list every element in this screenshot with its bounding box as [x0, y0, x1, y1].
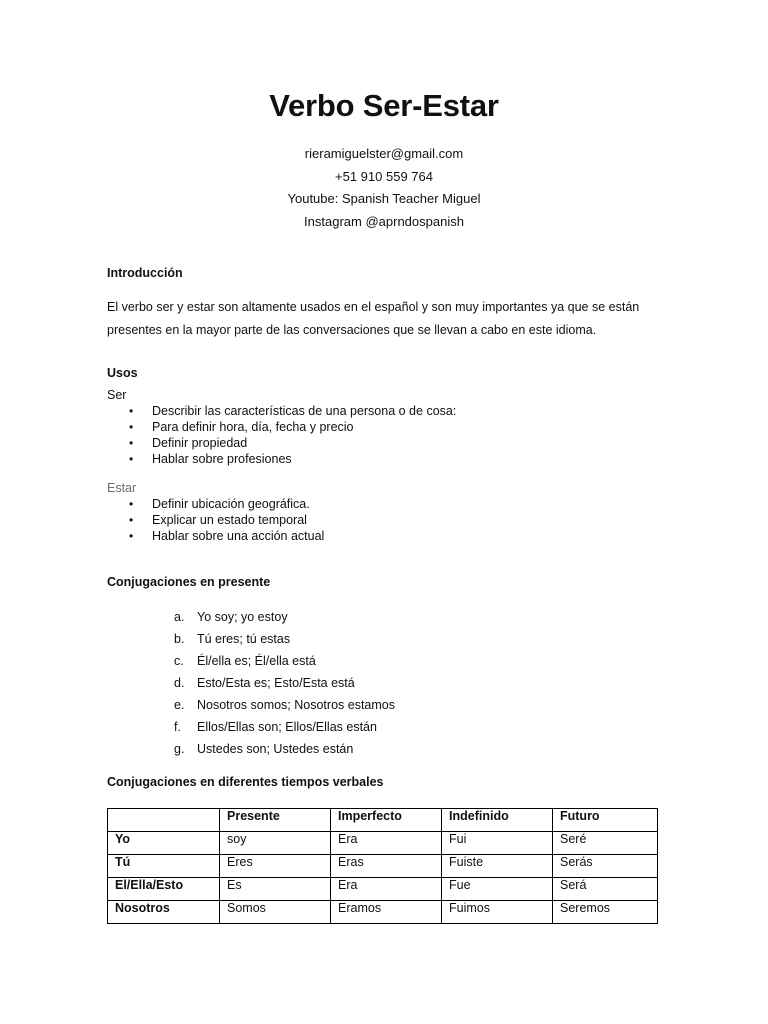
list-marker: a. [174, 610, 185, 624]
table-row-head: El/Ella/Esto [108, 878, 220, 901]
list-item: • Hablar sobre profesiones [0, 451, 456, 467]
list-item [0, 650, 395, 672]
table-cell: Era [331, 832, 442, 855]
list-item: • Definir propiedad [0, 435, 456, 451]
table-cell: Fuiste [442, 855, 553, 878]
list-item [0, 716, 395, 738]
table-cell: Eras [331, 855, 442, 878]
list-marker: f. [174, 720, 181, 734]
ser-label: Ser [107, 388, 127, 402]
table-cell: Es [220, 878, 331, 901]
estar-label: Estar [107, 481, 137, 495]
list-text: Esto/Esta es; Esto/Esta está [197, 676, 355, 690]
list-item: • Para definir hora, día, fecha y precio [0, 419, 456, 435]
list-item: • Definir ubicación geográfica. [0, 496, 324, 512]
presente-heading: Conjugaciones en presente [107, 575, 271, 589]
intro-line: presentes en la mayor parte de las conversaciones que se llevan a cabo en este idioma. [107, 323, 597, 337]
usos-heading: Usos [107, 366, 138, 380]
table-row-head: Yo [108, 832, 220, 855]
contact-youtube: Youtube: Spanish Teacher Miguel [287, 191, 481, 206]
conjugation-table [107, 808, 658, 924]
contact-instagram: Instagram @aprndospanish [304, 213, 464, 229]
table-cell: soy [220, 832, 331, 855]
table-cell: Seremos [553, 901, 658, 924]
presente-list [0, 606, 395, 760]
table-cell: Fue [442, 878, 553, 901]
list-text: Él/ella es; Él/ella está [197, 654, 316, 668]
table-cell: Fui [442, 832, 553, 855]
table-header-cell [108, 809, 220, 832]
table-row-head: Tú [108, 855, 220, 878]
table-cell: Era [331, 878, 442, 901]
contact-phone: +51 910 559 764 [335, 168, 433, 184]
table-header-row [108, 809, 658, 832]
list-marker: g. [174, 742, 185, 756]
list-text: Yo soy; yo estoy [197, 610, 288, 624]
tiempos-heading: Conjugaciones en diferentes tiempos verbales [107, 775, 384, 789]
list-item: • Describir las características de una persona o de cosa: [0, 403, 456, 419]
list-text: Ellos/Ellas son; Ellos/Ellas están [197, 720, 377, 734]
table-cell: Seré [553, 832, 658, 855]
contact-email: rieramiguelster@gmail.com [304, 146, 464, 161]
list-marker: c. [174, 654, 184, 668]
table-row-head: Nosotros [108, 901, 220, 924]
list-marker: e. [174, 698, 185, 712]
table-row [108, 878, 658, 901]
list-item: • Explicar un estado temporal [0, 512, 324, 528]
table-header-cell: Futuro [553, 809, 658, 832]
list-item [0, 628, 395, 650]
table-cell: Serás [553, 855, 658, 878]
table-row [108, 901, 658, 924]
list-item [0, 738, 395, 760]
list-item [0, 606, 395, 628]
table-cell: Somos [220, 901, 331, 924]
table-row [108, 832, 658, 855]
list-text: Tú eres; tú estas [197, 632, 291, 646]
intro-line: El verbo ser y estar son altamente usados en el español y son muy importantes ya que se están [107, 300, 640, 314]
list-item [0, 694, 395, 716]
list-marker: d. [174, 676, 185, 690]
table-cell: Eramos [331, 901, 442, 924]
table-header-cell: Presente [220, 809, 331, 832]
list-item [0, 672, 395, 694]
list-item: • Hablar sobre una acción actual [0, 528, 324, 544]
document-title: Verbo Ser-Estar [269, 88, 499, 123]
table-header-cell: Indefinido [442, 809, 553, 832]
table-cell: Será [553, 878, 658, 901]
table-cell: Eres [220, 855, 331, 878]
intro-heading: Introducción [107, 266, 183, 280]
table-cell: Fuimos [442, 901, 553, 924]
estar-list [0, 496, 324, 544]
table-header-cell: Imperfecto [331, 809, 442, 832]
list-marker: b. [174, 632, 185, 646]
intro-paragraph [107, 296, 667, 342]
ser-list [0, 403, 456, 467]
list-text: Ustedes son; Ustedes están [197, 742, 354, 756]
list-text: Nosotros somos; Nosotros estamos [197, 698, 395, 712]
table-row [108, 855, 658, 878]
contact-block [0, 143, 768, 233]
